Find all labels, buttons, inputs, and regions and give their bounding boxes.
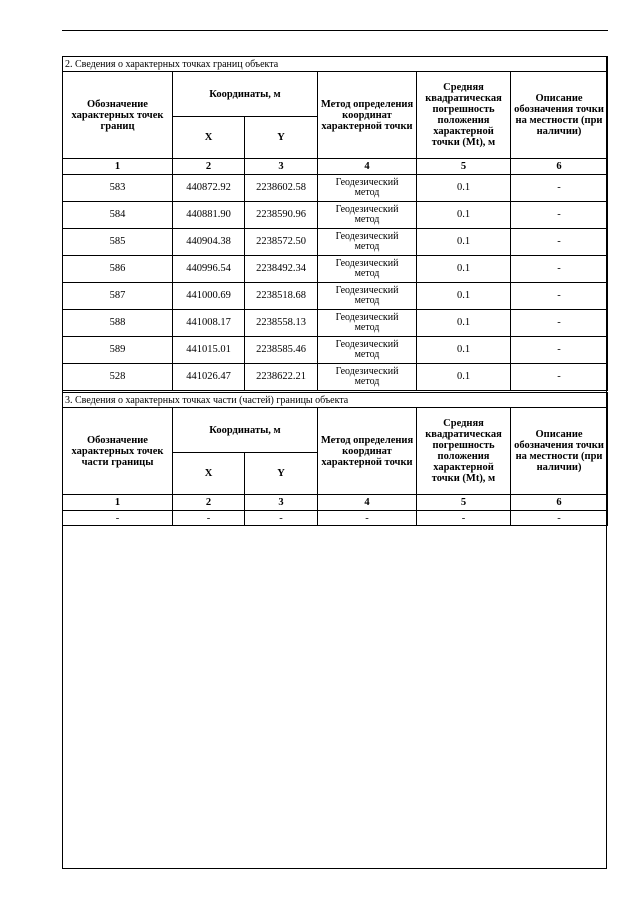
cell-x: 440996.54 — [173, 256, 245, 283]
cell-method: - — [318, 511, 417, 526]
cell-description: - — [511, 202, 608, 229]
document-frame — [62, 56, 607, 869]
cell-point: 583 — [63, 175, 173, 202]
header-designation: Обозначение характерных точек границ — [63, 72, 173, 159]
header-x: X — [173, 117, 245, 159]
col-number: 3 — [245, 495, 318, 511]
cell-error: 0.1 — [417, 256, 511, 283]
cell-point: 584 — [63, 202, 173, 229]
cell-method: Геодезический метод — [318, 364, 417, 391]
header-description: Описание обозначения точки на местности (при наличии) — [511, 408, 608, 495]
cell-error: 0.1 — [417, 283, 511, 310]
col-number: 6 — [511, 159, 608, 175]
cell-error: 0.1 — [417, 175, 511, 202]
cell-error: 0.1 — [417, 202, 511, 229]
section3-rows — [63, 511, 608, 526]
header-coords: Координаты, м — [173, 72, 318, 117]
section3-title: 3. Сведения о характерных точках части (частей) границы объекта — [63, 393, 608, 408]
cell-description: - — [511, 511, 608, 526]
cell-description: - — [511, 256, 608, 283]
col-number: 5 — [417, 159, 511, 175]
cell-x: 440904.38 — [173, 229, 245, 256]
table-row — [63, 337, 608, 364]
cell-method: Геодезический метод — [318, 202, 417, 229]
cell-description: - — [511, 310, 608, 337]
header-y: Y — [245, 453, 318, 495]
table-row — [63, 256, 608, 283]
header-x: X — [173, 453, 245, 495]
cell-x: 441000.69 — [173, 283, 245, 310]
header-method: Метод определения координат характерной точки — [318, 408, 417, 495]
cell-point: 589 — [63, 337, 173, 364]
cell-y: 2238492.34 — [245, 256, 318, 283]
cell-y: - — [245, 511, 318, 526]
cell-y: 2238590.96 — [245, 202, 318, 229]
cell-point: - — [63, 511, 173, 526]
section2-title: 2. Сведения о характерных точках границ объекта — [63, 57, 608, 72]
table-row — [63, 511, 608, 526]
cell-error: 0.1 — [417, 364, 511, 391]
cell-y: 2238622.21 — [245, 364, 318, 391]
section2-rows — [63, 175, 608, 391]
cell-x: 441015.01 — [173, 337, 245, 364]
cell-error: 0.1 — [417, 229, 511, 256]
header-designation: Обозначение характерных точек части границы — [63, 408, 173, 495]
cell-error: 0.1 — [417, 337, 511, 364]
cell-y: 2238518.68 — [245, 283, 318, 310]
cell-x: - — [173, 511, 245, 526]
col-number: 5 — [417, 495, 511, 511]
cell-method: Геодезический метод — [318, 175, 417, 202]
top-rule — [62, 30, 608, 31]
table-row — [63, 175, 608, 202]
cell-method: Геодезический метод — [318, 229, 417, 256]
cell-x: 440872.92 — [173, 175, 245, 202]
cell-y: 2238602.58 — [245, 175, 318, 202]
table-row — [63, 229, 608, 256]
cell-error: - — [417, 511, 511, 526]
cell-description: - — [511, 175, 608, 202]
cell-point: 585 — [63, 229, 173, 256]
header-y: Y — [245, 117, 318, 159]
cell-description: - — [511, 337, 608, 364]
header-description: Описание обозначения точки на местности (при наличии) — [511, 72, 608, 159]
cell-y: 2238572.50 — [245, 229, 318, 256]
cell-description: - — [511, 229, 608, 256]
cell-y: 2238585.46 — [245, 337, 318, 364]
table-row — [63, 310, 608, 337]
cell-method: Геодезический метод — [318, 337, 417, 364]
cell-x: 441026.47 — [173, 364, 245, 391]
cell-description: - — [511, 283, 608, 310]
header-error: Средняя квадратическая погрешность положения характерной точки (Mt), м — [417, 408, 511, 495]
header-coords: Координаты, м — [173, 408, 318, 453]
cell-y: 2238558.13 — [245, 310, 318, 337]
cell-point: 587 — [63, 283, 173, 310]
section3-table — [62, 392, 608, 526]
col-number: 4 — [318, 159, 417, 175]
cell-description: - — [511, 364, 608, 391]
cell-x: 441008.17 — [173, 310, 245, 337]
cell-method: Геодезический метод — [318, 310, 417, 337]
table-row — [63, 283, 608, 310]
col-number: 2 — [173, 495, 245, 511]
table-row — [63, 202, 608, 229]
col-number: 1 — [63, 495, 173, 511]
table-row — [63, 364, 608, 391]
col-number: 1 — [63, 159, 173, 175]
cell-method: Геодезический метод — [318, 256, 417, 283]
cell-method: Геодезический метод — [318, 283, 417, 310]
cell-point: 586 — [63, 256, 173, 283]
header-method: Метод определения координат характерной точки — [318, 72, 417, 159]
col-number: 4 — [318, 495, 417, 511]
col-number: 2 — [173, 159, 245, 175]
header-error: Средняя квадратическая погрешность положения характерной точки (Mt), м — [417, 72, 511, 159]
cell-x: 440881.90 — [173, 202, 245, 229]
cell-error: 0.1 — [417, 310, 511, 337]
section2-table — [62, 56, 608, 391]
cell-point: 588 — [63, 310, 173, 337]
cell-point: 528 — [63, 364, 173, 391]
col-number: 6 — [511, 495, 608, 511]
col-number: 3 — [245, 159, 318, 175]
